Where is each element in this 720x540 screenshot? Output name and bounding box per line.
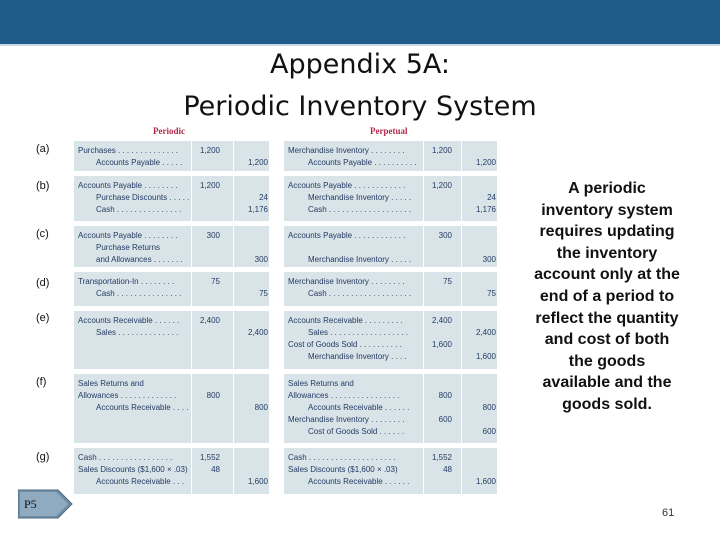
credit-amount: 1,600 <box>475 477 496 486</box>
column-divider <box>461 311 462 369</box>
periodic-entry-panel <box>73 310 270 370</box>
credit-amount: 1,200 <box>247 158 268 167</box>
credit-amount: 2,400 <box>475 328 496 337</box>
column-divider <box>233 272 234 306</box>
debit-amount: 1,200 <box>199 181 220 190</box>
debit-amount: 75 <box>443 277 452 286</box>
account-name: Purchases . . . . . . . . . . . . . . <box>78 146 179 155</box>
entry-label: (c) <box>36 228 49 240</box>
account-name: Accounts Payable . . . . . . . . <box>78 231 178 240</box>
column-divider <box>423 374 424 443</box>
perpetual-entry-panel <box>283 140 498 172</box>
debit-amount: 1,200 <box>431 181 452 190</box>
account-name: Accounts Payable . . . . . . . . <box>78 181 178 190</box>
title-line-2: Periodic Inventory System <box>183 91 537 122</box>
title-line-1: Appendix 5A: <box>270 49 450 80</box>
account-name: Accounts Payable . . . . . . . . . . . . <box>288 231 406 240</box>
credit-amount: 24 <box>487 193 496 202</box>
periodic-entry-panel <box>73 175 270 222</box>
debit-amount: 1,200 <box>431 146 452 155</box>
perpetual-entry-panel <box>283 225 498 268</box>
column-divider <box>233 226 234 267</box>
account-name: Cash . . . . . . . . . . . . . . . . . <box>78 453 173 462</box>
account-name: Merchandise Inventory . . . . . <box>308 193 412 202</box>
credit-amount: 800 <box>482 403 496 412</box>
periodic-entry-panel <box>73 140 270 172</box>
credit-amount: 800 <box>254 403 268 412</box>
column-divider <box>191 374 192 443</box>
column-divider <box>461 448 462 494</box>
credit-amount: 2,400 <box>247 328 268 337</box>
account-name: Accounts Receivable . . . . . . <box>308 477 410 486</box>
account-name: Cash . . . . . . . . . . . . . . . . . . . . <box>288 453 396 462</box>
column-divider <box>461 141 462 171</box>
debit-amount: 48 <box>211 465 220 474</box>
learning-objective-label: P5 <box>24 497 37 511</box>
account-name: Accounts Receivable . . . . . . <box>78 316 180 325</box>
column-divider <box>233 141 234 171</box>
credit-amount: 1,600 <box>247 477 268 486</box>
debit-amount: 1,552 <box>431 453 452 462</box>
account-name: Accounts Receivable . . . . . . . . . <box>288 316 403 325</box>
account-name: Allowances . . . . . . . . . . . . . <box>78 391 177 400</box>
column-divider <box>233 374 234 443</box>
account-name: Accounts Receivable . . . . . . <box>308 403 410 412</box>
account-name: Sales . . . . . . . . . . . . . . <box>96 328 179 337</box>
entry-label: (b) <box>36 180 50 192</box>
debit-amount: 75 <box>211 277 220 286</box>
account-name: Merchandise Inventory . . . . . . . . <box>288 277 405 286</box>
account-name: Accounts Payable . . . . . . . . . . <box>308 158 417 167</box>
account-name: Cost of Goods Sold . . . . . . <box>308 427 405 436</box>
debit-amount: 1,200 <box>199 146 220 155</box>
account-name: Transportation-In . . . . . . . . <box>78 277 175 286</box>
debit-amount: 300 <box>206 231 220 240</box>
credit-amount: 1,176 <box>475 205 496 214</box>
perpetual-entry-panel <box>283 310 498 370</box>
column-divider <box>233 311 234 369</box>
account-name: Accounts Receivable . . . . <box>96 403 189 412</box>
entry-label: (f) <box>36 376 47 388</box>
perpetual-entry-panel <box>283 175 498 222</box>
debit-amount: 2,400 <box>431 316 452 325</box>
perpetual-entry-panel <box>283 271 498 307</box>
perpetual-entry-panel <box>283 447 498 495</box>
account-name: Sales . . . . . . . . . . . . . . . . . . <box>308 328 409 337</box>
entry-label: (a) <box>36 143 50 155</box>
column-divider <box>461 272 462 306</box>
credit-amount: 300 <box>254 255 268 264</box>
top-banner <box>0 0 720 44</box>
account-name: Sales Discounts ($1,600 × .03) <box>78 465 188 474</box>
credit-amount: 24 <box>259 193 268 202</box>
column-divider <box>233 176 234 221</box>
account-name: Cash . . . . . . . . . . . . . . . . . . . <box>308 205 412 214</box>
slide-title <box>0 44 720 128</box>
account-name: Cash . . . . . . . . . . . . . . . . . . . <box>308 289 412 298</box>
periodic-entry-panel <box>73 225 270 268</box>
account-name: Cash . . . . . . . . . . . . . . . <box>96 289 182 298</box>
account-name: Purchase Discounts . . . . . <box>96 193 190 202</box>
column-divider <box>461 176 462 221</box>
debit-amount: 600 <box>438 415 452 424</box>
debit-amount: 2,400 <box>199 316 220 325</box>
credit-amount: 1,176 <box>247 205 268 214</box>
column-divider <box>461 226 462 267</box>
account-name: Sales Discounts ($1,600 × .03) <box>288 465 398 474</box>
entry-label: (d) <box>36 277 50 289</box>
credit-amount: 1,200 <box>475 158 496 167</box>
entry-label: (g) <box>36 451 50 463</box>
credit-amount: 75 <box>259 289 268 298</box>
account-name: Cost of Goods Sold . . . . . . . . . . <box>288 340 402 349</box>
debit-amount: 1,600 <box>431 340 452 349</box>
account-name: Allowances . . . . . . . . . . . . . . . . <box>288 391 400 400</box>
debit-amount: 800 <box>206 391 220 400</box>
account-name: Merchandise Inventory . . . . . . . . <box>288 415 405 424</box>
column-divider <box>461 374 462 443</box>
debit-amount: 1,552 <box>199 453 220 462</box>
account-name: Purchase Returns <box>96 243 161 252</box>
account-name: and Allowances . . . . . . . <box>96 255 183 264</box>
account-name: Cash . . . . . . . . . . . . . . . <box>96 205 182 214</box>
account-name: Sales Returns and <box>78 379 144 388</box>
credit-amount: 1,600 <box>475 352 496 361</box>
credit-amount: 600 <box>482 427 496 436</box>
credit-amount: 300 <box>482 255 496 264</box>
debit-amount: 48 <box>443 465 452 474</box>
perpetual-entry-panel <box>283 373 498 444</box>
column-divider <box>233 448 234 494</box>
periodic-entry-panel <box>73 373 270 444</box>
entry-label: (e) <box>36 312 50 324</box>
account-name: Merchandise Inventory . . . . <box>308 352 407 361</box>
periodic-column-header: Periodic <box>153 126 185 136</box>
account-name: Merchandise Inventory . . . . . . . . <box>288 146 405 155</box>
credit-amount: 75 <box>487 289 496 298</box>
account-name: Merchandise Inventory . . . . . <box>308 255 412 264</box>
account-name: Accounts Payable . . . . . <box>96 158 183 167</box>
account-name: Accounts Payable . . . . . . . . . . . . <box>288 181 406 190</box>
page-number: 61 <box>662 507 675 519</box>
explanation-text: A periodic inventory system requires updating the inventory account only at the end of a period to reflect the quantity and cost of both the goods available and the goods sold. <box>534 180 680 413</box>
account-name: Accounts Receivable . . . <box>96 477 185 486</box>
account-name: Sales Returns and <box>288 379 354 388</box>
debit-amount: 800 <box>438 391 452 400</box>
perpetual-column-header: Perpetual <box>370 126 408 136</box>
debit-amount: 300 <box>438 231 452 240</box>
periodic-entry-panel <box>73 447 270 495</box>
periodic-entry-panel <box>73 271 270 307</box>
